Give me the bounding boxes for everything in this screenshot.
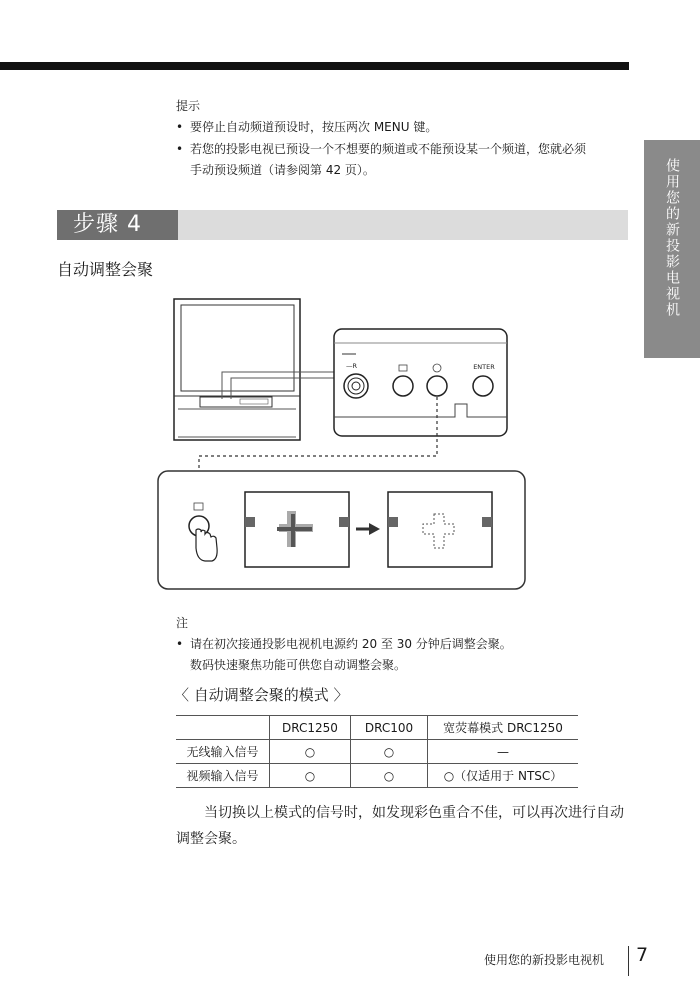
section-title: 自动调整会聚	[57, 260, 154, 279]
note-bullet	[176, 634, 512, 655]
table-header-row	[176, 716, 578, 740]
side-tab-label: 使用您的新投影电视机	[664, 158, 680, 318]
footer-title: 使用您的新投影电视机	[484, 953, 605, 967]
table-cell: 视频输入信号	[176, 764, 270, 788]
bullet-dot: •	[176, 120, 184, 134]
table-cell: ○	[270, 764, 351, 788]
table-header-cell: 宽荧幕模式 DRC1250	[428, 716, 579, 740]
enter-button[interactable]	[473, 376, 493, 396]
footer-divider	[628, 946, 629, 976]
table-cell: 无线输入信号	[176, 740, 270, 764]
convergence-illustration	[0, 290, 700, 600]
tip-bullet-2	[176, 139, 587, 160]
table-cell: ○	[270, 740, 351, 764]
bullet-dot: •	[176, 142, 184, 156]
tip-bullet-2-text: 若您的投影电视已预设一个不想要的频道或不能预设某一个频道，您就必须	[190, 142, 587, 156]
step-label: 步骤 4	[57, 210, 178, 240]
body-paragraph: 当切换以上模式的信号时，如发现彩色重合不佳，可以再次进行自动调整会聚。	[176, 805, 624, 847]
screen-after	[388, 492, 492, 567]
bullet-dot: •	[176, 637, 184, 651]
control-panel-zoom	[334, 329, 507, 436]
tip-bullet-1-text: 要停止自动频道预设时，按压两次 MENU 键。	[190, 120, 438, 134]
enter-label: ENTER	[473, 363, 495, 371]
tip-heading: 提示	[176, 99, 201, 113]
table-header-cell: DRC1250	[270, 716, 351, 740]
modes-table	[176, 715, 578, 788]
page-number: 7	[636, 944, 649, 966]
table-header-cell: DRC100	[351, 716, 428, 740]
table-row	[176, 764, 578, 788]
note-bullet-text: 请在初次接通投影电视机电源约 20 至 30 分钟后调整会聚。	[190, 637, 512, 651]
table-cell: ○	[351, 764, 428, 788]
screen-before	[245, 492, 349, 567]
note-line-2: 数码快速聚焦功能可供您自动调整会聚。	[190, 658, 407, 672]
table-cell: ○（仅适用于 NTSC）	[428, 764, 579, 788]
input-button[interactable]	[393, 376, 413, 396]
top-rule	[0, 62, 629, 70]
table-cell: —	[428, 740, 579, 764]
tip-bullet-1	[176, 117, 438, 138]
table-row	[176, 740, 578, 764]
table-header-cell	[176, 716, 270, 740]
tv-set-icon	[174, 299, 300, 440]
note-heading: 注	[176, 616, 189, 630]
tip-bullet-2-cont: 手动预设频道（请参阅第 42 页）。	[190, 163, 375, 177]
convergence-button[interactable]	[427, 376, 447, 396]
r-button-label: —R	[346, 362, 358, 370]
table-cell: ○	[351, 740, 428, 764]
modes-title: 〈 自动调整会聚的模式 〉	[174, 686, 349, 704]
